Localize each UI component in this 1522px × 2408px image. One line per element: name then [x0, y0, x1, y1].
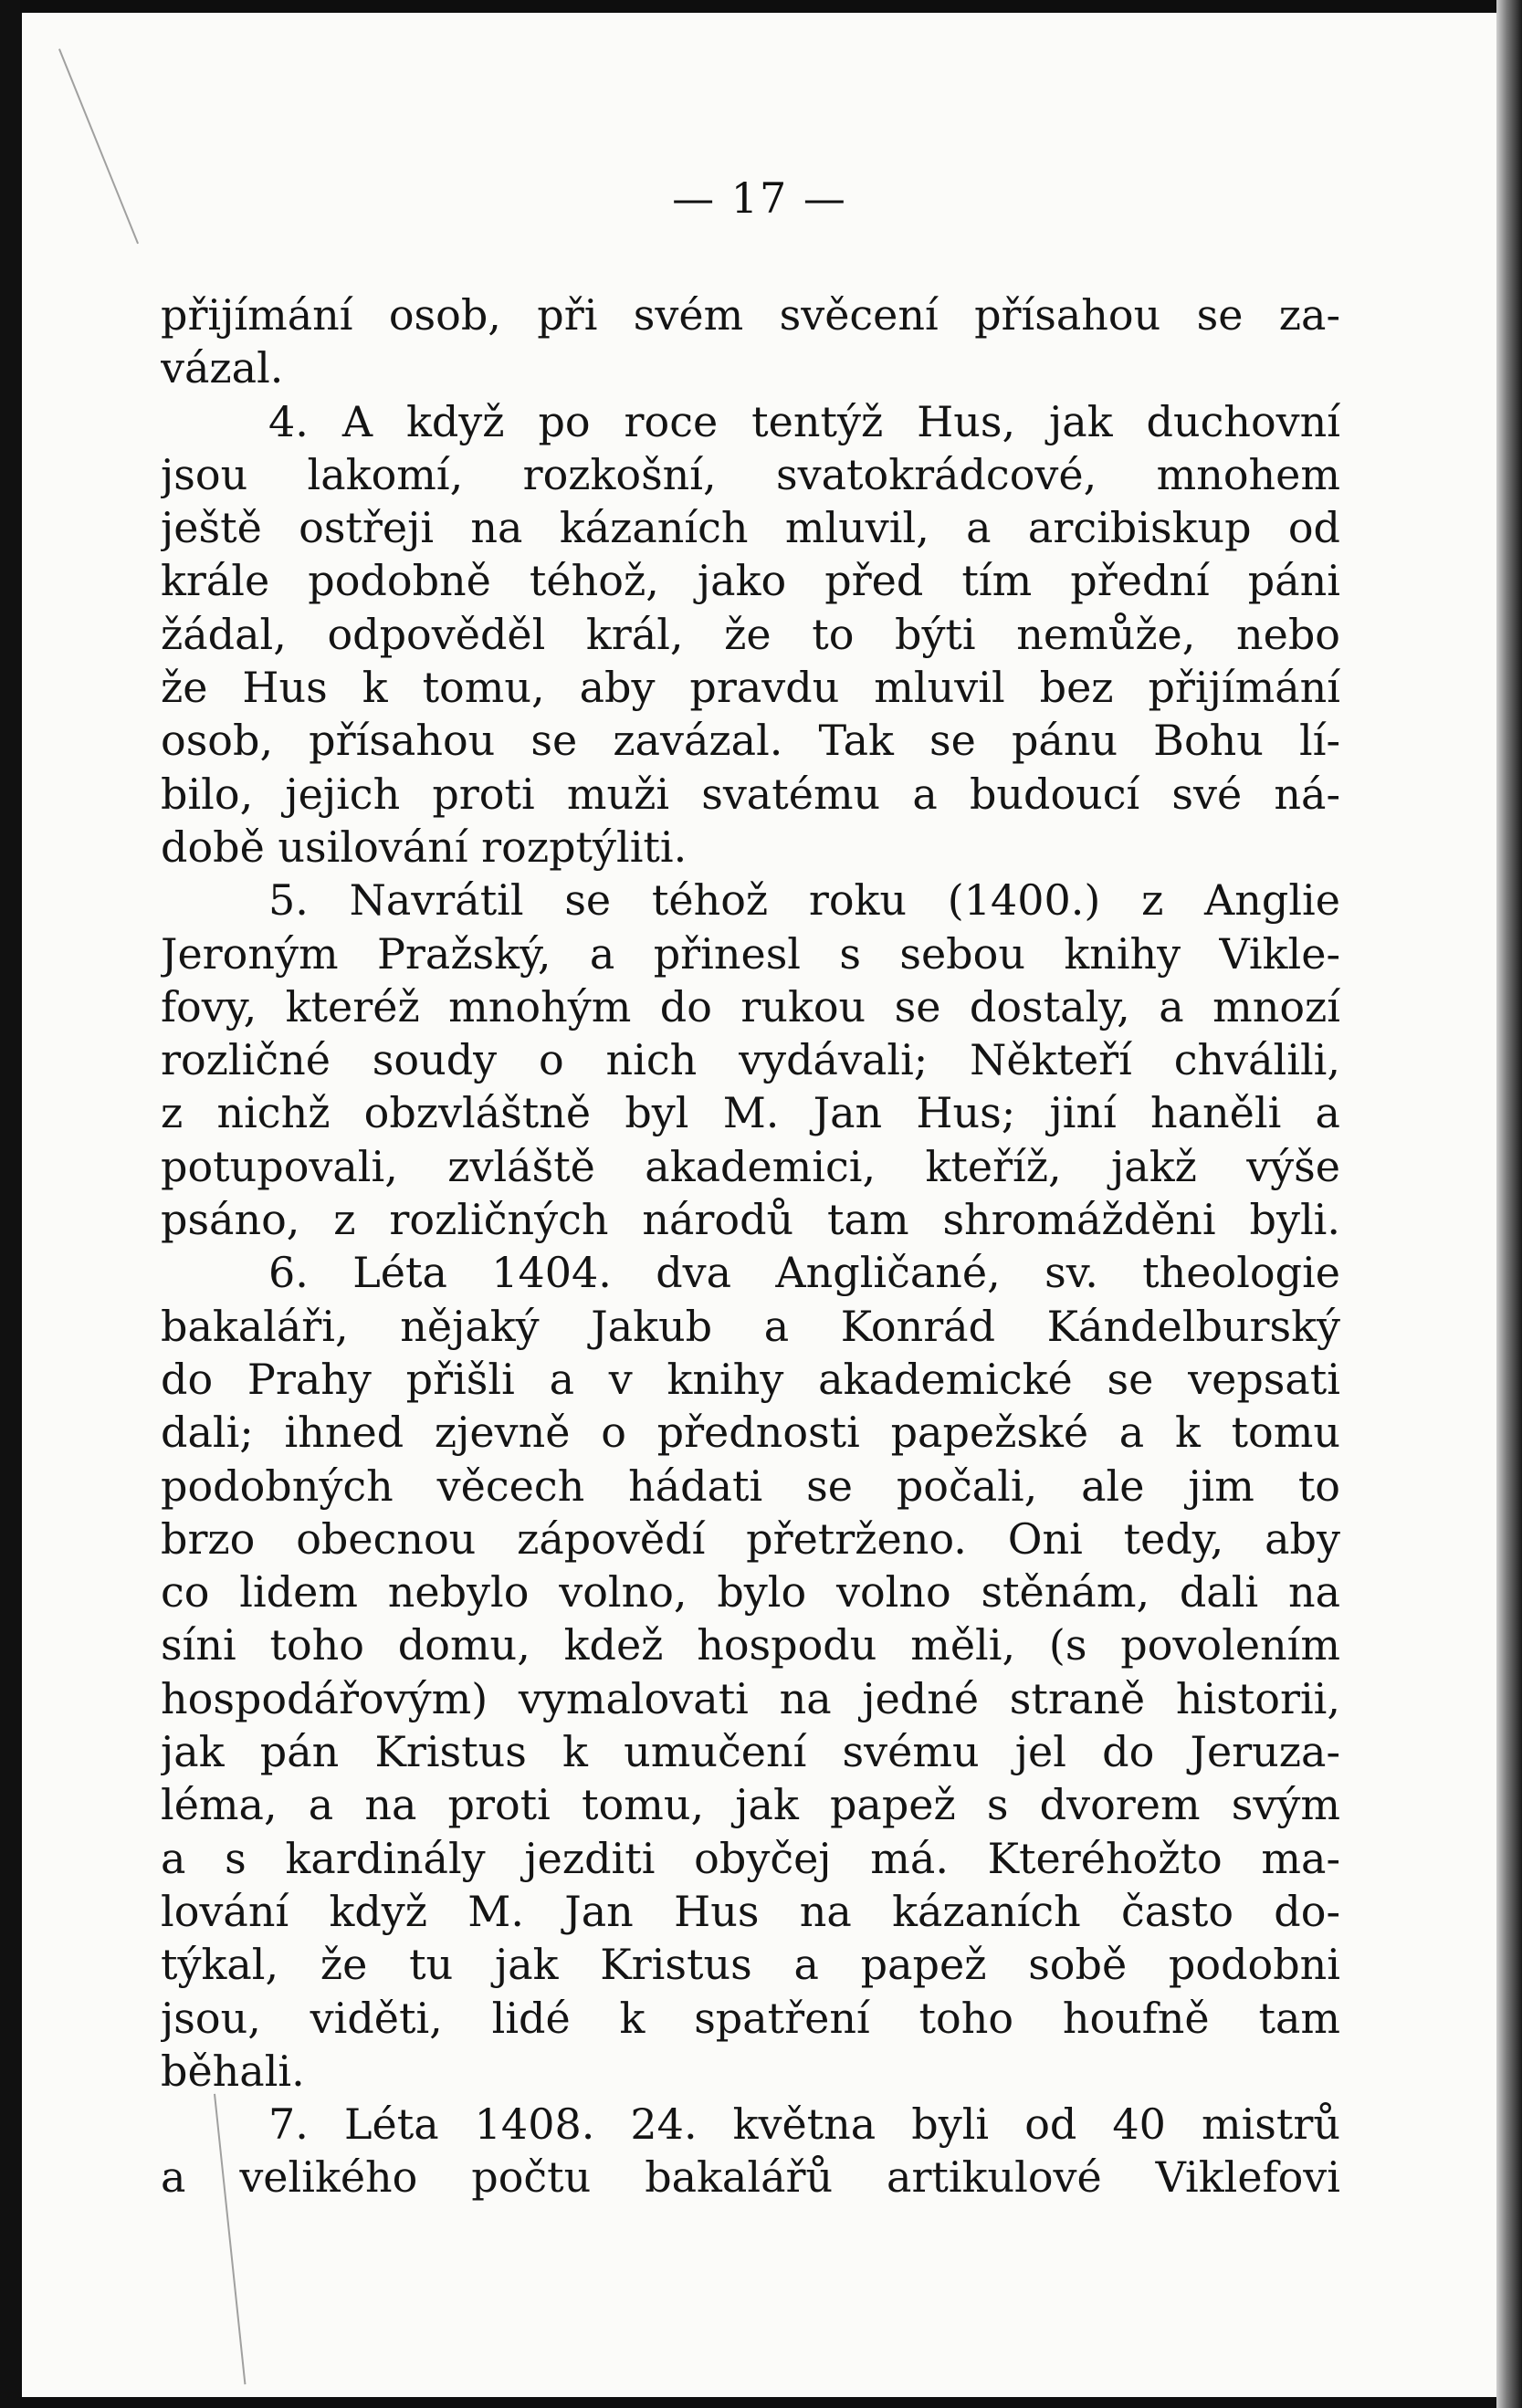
text-line: jak pán Kristus k umučení svému jel do Jeruza- [161, 1727, 1340, 1777]
text-line: a velikého počtu bakalářů artikulové Viklefovi [161, 2152, 1340, 2203]
text-line: jsou lakomí, rozkošní, svatokrádcové, mnohem [161, 449, 1340, 499]
text-line: psáno, z rozličných národů tam shromážděni byli. [161, 1195, 1340, 1245]
text-line: 4. A když po roce tentýž Hus, jak duchovní [268, 396, 1340, 446]
text-line: 5. Navrátil se téhož roku (1400.) z Anglie [268, 875, 1340, 926]
text-line: bakaláři, nějaký Jakub a Konrád Kándelburský [161, 1301, 1340, 1351]
text-line: osob, přísahou se zavázal. Tak se pánu Bohu lí- [161, 716, 1340, 766]
text-line: bilo, jejich proti muži svatému a budoucí své ná- [161, 769, 1340, 819]
text-line: síni toho domu, kdež hospodu měli, (s povolením [161, 1620, 1340, 1670]
text-line: podobných věcech hádati se počali, ale jim to [161, 1461, 1340, 1511]
text-line: že Hus k tomu, aby pravdu mluvil bez přijímání [161, 663, 1340, 713]
text-line: hospodářovým) vymalovati na jedné straně historii, [161, 1673, 1340, 1723]
text-line: Jeroným Pražský, a přinesl s sebou knihy Vikle- [161, 928, 1340, 979]
scan-edge-right [1496, 0, 1522, 2408]
text-line: lování když M. Jan Hus na kázaních často do- [161, 1886, 1340, 1936]
text-line: jsou, viděti, lidé k spatření toho houfně tam [161, 1993, 1340, 2043]
text-line: do Prahy přišli a v knihy akademické se vepsati [161, 1354, 1340, 1404]
text-line: z nichž obzvláštně byl M. Jan Hus; jiní haněli a [161, 1088, 1340, 1138]
body-text [161, 288, 1340, 2204]
text-line: léma, a na proti tomu, jak papež s dvorem svým [161, 1780, 1340, 1830]
text-line: dali; ihned zjevně o přednosti papežské a k tomu [161, 1408, 1340, 1458]
text-line: ještě ostřeji na kázaních mluvil, a arcibiskup od [161, 503, 1340, 553]
text-line: brzo obecnou zápovědí přetrženo. Oni tedy, aby [161, 1513, 1340, 1564]
text-line: fovy, kteréž mnohým do rukou se dostaly, a mnozí [161, 981, 1340, 1031]
text-line: žádal, odpověděl král, že to býti nemůže, nebo [161, 609, 1340, 659]
text-line: a s kardinály jezditi obyčej má. Kteréhožto ma- [161, 1833, 1340, 1883]
text-line: rozličné soudy o nich vydávali; Někteří chválili, [161, 1035, 1340, 1085]
text-line: co lidem nebylo volno, bylo volno stěnám, dali na [161, 1567, 1340, 1618]
text-line: potupovali, zvláště akademici, kteříž, jakž výše [161, 1141, 1340, 1191]
text-line: běhali. [161, 2046, 305, 2096]
scan-edge-left [0, 0, 20, 2408]
text-line: týkal, že tu jak Kristus a papež sobě podobni [161, 1940, 1340, 1990]
text-line: 6. Léta 1404. dva Angličané, sv. theologie [268, 1248, 1340, 1298]
text-line: době usilování rozptýliti. [161, 822, 688, 872]
text-line: krále podobně téhož, jako před tím přední páni [161, 556, 1340, 606]
book-page [22, 13, 1497, 2397]
text-line: přijímání osob, při svém svěcení přísahou se za- [161, 290, 1340, 340]
page-number: — 17 — [672, 173, 847, 223]
text-line: 7. Léta 1408. 24. května byli od 40 mistrů [268, 2099, 1340, 2150]
text-line: vázal. [161, 343, 284, 393]
